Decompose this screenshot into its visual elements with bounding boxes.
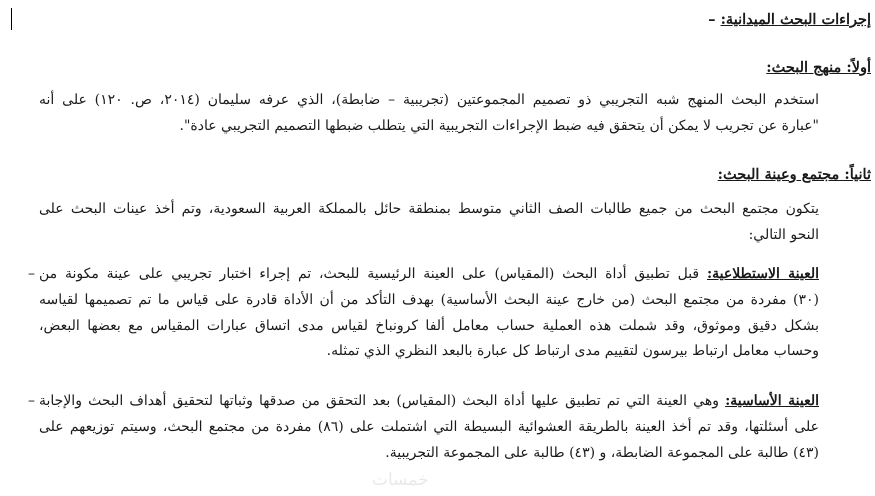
section1-heading [766, 58, 871, 78]
bullet1-line-1-text: قبل تطبيق أداة البحث (المقياس) على العينة الرئيسية للبحث، تم إجراء اختبار تجريبي على عينة مكونة من [39, 266, 707, 282]
bullet-main-sample [39, 389, 819, 466]
section1-heading-text: أولاً: منهج البحث: [766, 59, 871, 76]
section2-heading-text: ثانياً: مجتمع وعينة البحث: [717, 166, 871, 183]
bullet1-line-2: (٣٠) مفردة من مجتمع البحث (من خارج عينة البحث الأساسية) بهدف التأكد من أن الأداة قادرة على قياس ما تم تصميمها لقياسه [39, 291, 819, 308]
bullet1-line-3: بشكل دقيق وموثوق، وقد شملت هذه العملية حساب معامل ألفا كرونباخ لقياس مدى اتساق عبارات المقياس مع بعضها البعض، [39, 317, 819, 334]
bullet2-term: العينة الأساسية: [725, 393, 819, 409]
main-heading [708, 10, 871, 30]
bullet2-line-1 [39, 389, 819, 415]
text-cursor [11, 8, 12, 30]
bullet2-line-2: على أسئلتها، وقد تم أخذ العينة بالطريقة العشوائية البسيطة التي اشتملت على (٨٦) مفردة من مجتمع البحث، وسيتم توزيعهم على [39, 418, 820, 435]
main-heading-suffix: – [708, 11, 721, 28]
bullet1-line-1 [39, 262, 819, 288]
watermark: خمسات [372, 470, 429, 490]
bullet2-line-3: (٤٣) طالبة على المجموعة الضابطة، و (٤٣) طالبة على المجموعة التجريبية. [385, 444, 819, 461]
bullet-marker-1: – [28, 266, 35, 282]
bullet2-line-1-text: وهي العينة التي تم تطبيق عليها أداة البحث (المقياس) بعد التحقق من صدقها وثباتها لتحقيق أهداف البحث والإجابة [39, 393, 726, 409]
main-heading-text: إجراءات البحث الميدانية: [720, 11, 871, 28]
section1-line-2: "عبارة عن تجريب لا يمكن أن يتحقق فيه ضبط الإجراءات التجريبية التي يتطلب ضبطها التصميم التجريبي عادة". [179, 117, 819, 134]
section2-heading [718, 165, 871, 185]
section2-line-1: يتكون مجتمع البحث من جميع طالبات الصف الثاني متوسط بمنطقة حائل بالمملكة العربية السعودية، وتم أخذ عينات البحث على [39, 201, 819, 217]
section2-line-2: النحو التالي: [748, 226, 819, 243]
section2-paragraph [39, 197, 819, 248]
bullet1-line-4: وحساب معامل ارتباط بيرسون لتقييم مدى ارتباط كل عبارة بالبعد النظري الذي تمثله. [326, 343, 819, 360]
bullet1-term: العينة الاستطلاعية: [706, 266, 819, 282]
section1-line-1: استخدم البحث المنهج شبه التجريبي ذو تصميم المجموعتين (تجريبية – ضابطة)، الذي عرفه سليمان (٢٠١٤، ص. ١٢٠) على أنه [39, 92, 820, 108]
bullet-pilot-sample [39, 262, 819, 365]
section1-paragraph [39, 88, 819, 139]
bullet-marker-2: – [28, 393, 35, 409]
